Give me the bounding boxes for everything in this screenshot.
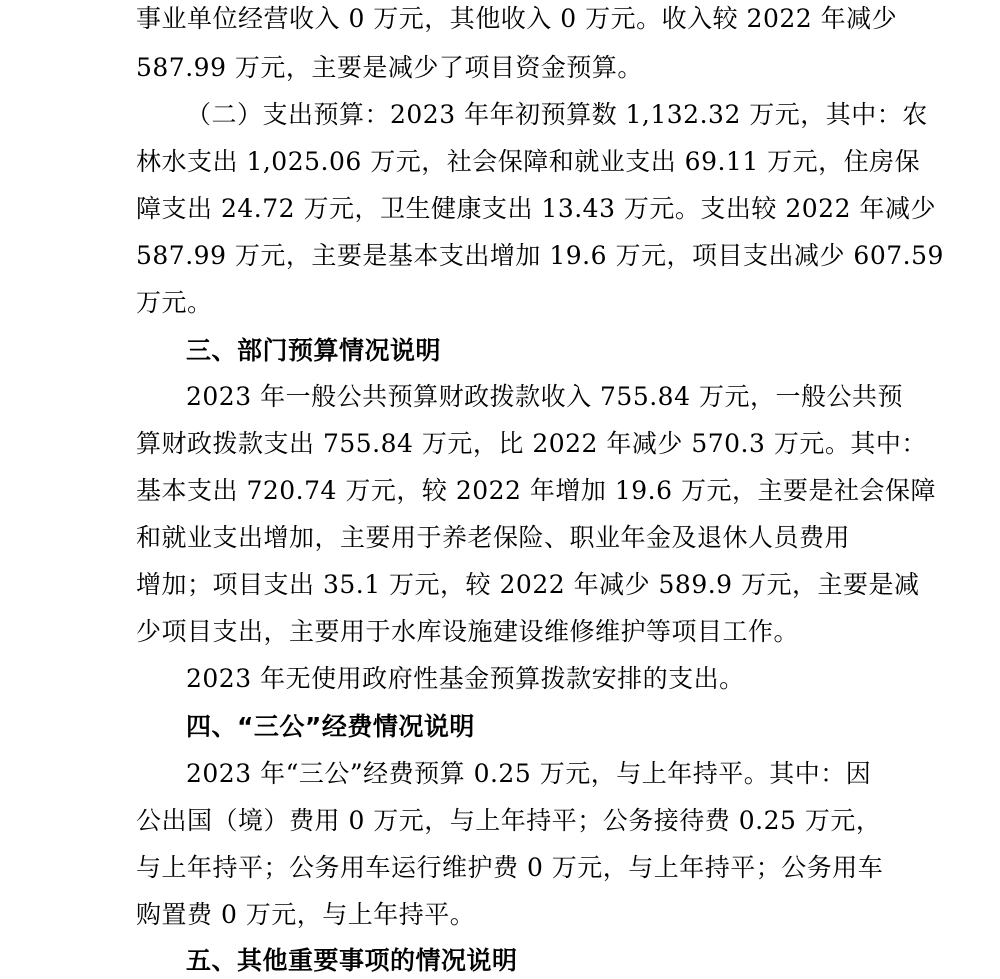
paragraph-line: 算财政拨款支出 755.84 万元，比 2022 年减少 570.3 万元。其中： bbox=[136, 429, 927, 458]
paragraph-line: 2023 年一般公共预算财政拨款收入 755.84 万元，一般公共预 bbox=[186, 382, 903, 411]
paragraph-line: 2023 年“三公”经费预算 0.25 万元，与上年持平。其中：因 bbox=[186, 759, 872, 788]
paragraph-line: 2023 年无使用政府性基金预算拨款安排的支出。 bbox=[186, 664, 745, 693]
paragraph-line: 万元。 bbox=[136, 288, 213, 317]
paragraph-line: 障支出 24.72 万元，卫生健康支出 13.43 万元。支出较 2022 年减少 bbox=[136, 194, 936, 223]
paragraph-line: 587.99 万元，主要是基本支出增加 19.6 万元，项目支出减少 607.59 bbox=[136, 241, 944, 270]
paragraph-line: 587.99 万元，主要是减少了项目资金预算。 bbox=[136, 53, 643, 82]
paragraph-line: 林水支出 1,025.06 万元，社会保障和就业支出 69.11 万元，住房保 bbox=[136, 147, 921, 176]
paragraph-line: 与上年持平；公务用车运行维护费 0 万元，与上年持平；公务用车 bbox=[136, 853, 884, 882]
paragraph-line: 和就业支出增加，主要用于养老保险、职业年金及退休人员费用 bbox=[136, 523, 851, 552]
section-heading: 三、部门预算情况说明 bbox=[186, 336, 442, 365]
paragraph-line: （二）支出预算：2023 年年初预算数 1,132.32 万元，其中：农 bbox=[186, 100, 928, 129]
section-heading: 五、其他重要事项的情况说明 bbox=[186, 946, 518, 975]
paragraph-line: 基本支出 720.74 万元，较 2022 年增加 19.6 万元，主要是社会保障 bbox=[136, 476, 936, 505]
paragraph-line: 事业单位经营收入 0 万元，其他收入 0 万元。收入较 2022 年减少 bbox=[136, 4, 898, 33]
section-heading: 四、“三公”经费情况说明 bbox=[186, 712, 475, 741]
paragraph-line: 购置费 0 万元，与上年持平。 bbox=[136, 900, 476, 929]
paragraph-line: 少项目支出，主要用于水库设施建设维修维护等项目工作。 bbox=[136, 617, 800, 646]
paragraph-line: 增加；项目支出 35.1 万元，较 2022 年减少 589.9 万元，主要是减 bbox=[136, 570, 920, 599]
paragraph-line: 公出国（境）费用 0 万元，与上年持平；公务接待费 0.25 万元， bbox=[136, 806, 882, 835]
